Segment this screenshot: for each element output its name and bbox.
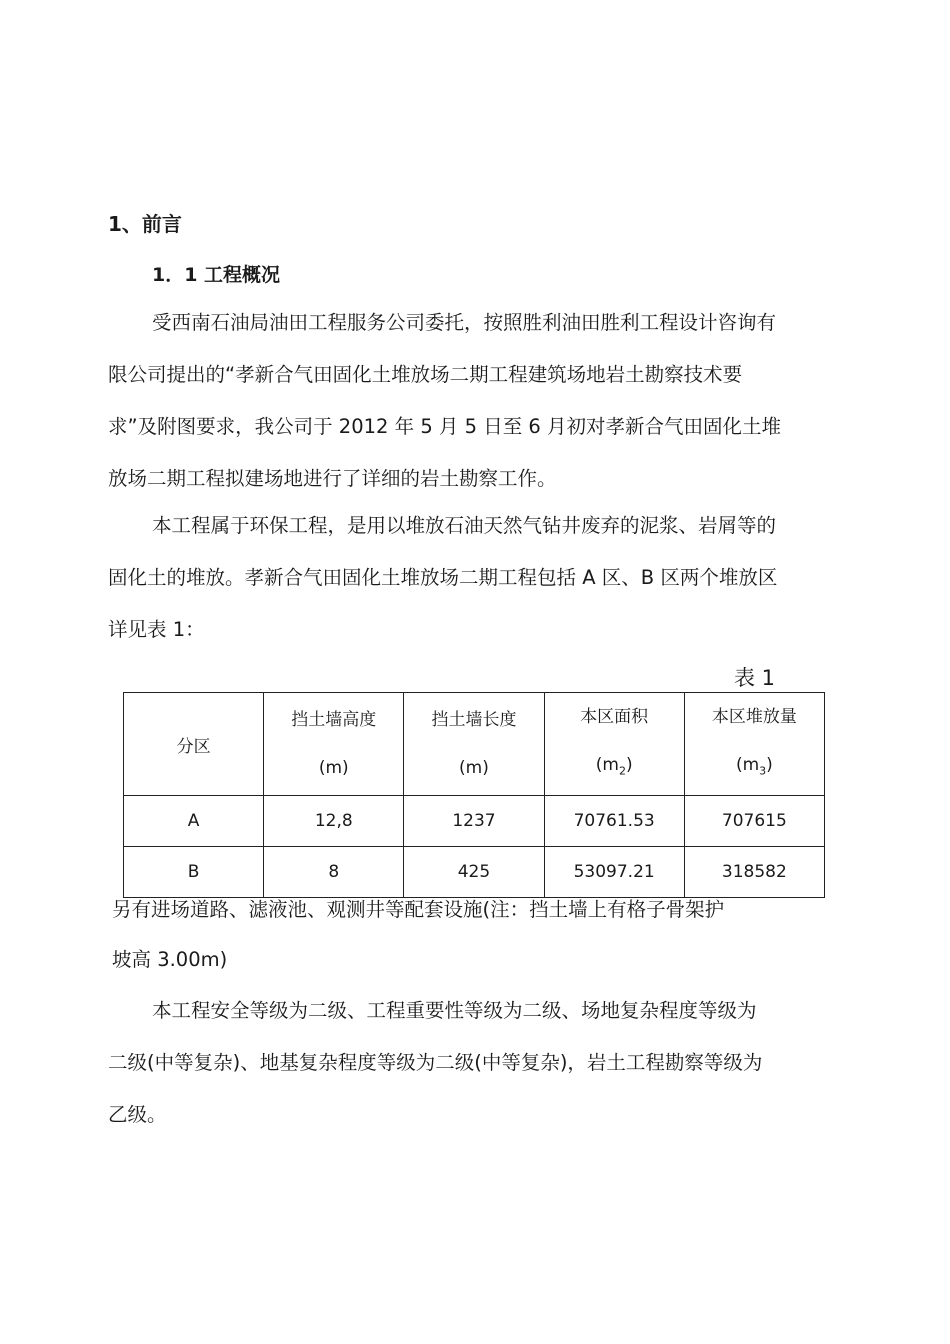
paragraph-project-overview (108, 297, 848, 505)
header-label: 分区 (176, 736, 211, 757)
header-label: 本区面积 (580, 707, 649, 727)
header-cell-area (544, 693, 684, 796)
zone-table (123, 692, 825, 898)
table-cell: A (124, 796, 264, 847)
table-caption: 表 1 (734, 666, 776, 690)
text-line: 本工程属于环保工程，是用以堆放石油天然气钻井废弃的泥浆、岩屑等的 (152, 514, 777, 537)
section-heading: 1、前言 (108, 212, 182, 236)
paragraph-project-scope (108, 500, 848, 656)
table-cell: 707615 (684, 796, 824, 847)
text-line: 二级(中等复杂)、地基复杂程度等级为二级(中等复杂)，岩土工程勘察等级为 (108, 1051, 763, 1074)
header-unit: (m) (318, 758, 349, 779)
header-label: 本区堆放量 (711, 707, 797, 727)
table-cell: 53097.21 (544, 847, 684, 898)
header-cell-zone (124, 693, 264, 796)
header-label: 挡土墙长度 (431, 710, 517, 731)
subsection-heading: 1．1 工程概况 (152, 264, 281, 286)
table-cell: 425 (404, 847, 544, 898)
text-line: 求”及附图要求，我公司于 2012 年 5 月 5 日至 6 月初对孝新合气田固化土堆 (108, 415, 782, 438)
text-line: 限公司提出的“孝新合气田固化土堆放场二期工程建筑场地岩土勘察技术要 (108, 363, 743, 386)
table-cell: B (124, 847, 264, 898)
header-cell-wall-height (264, 693, 404, 796)
table-cell: 8 (264, 847, 404, 898)
text-line: 详见表 1： (108, 618, 205, 641)
text-line: 放场二期工程拟建场地进行了详细的岩土勘察工作。 (108, 467, 557, 490)
table-cell: 318582 (684, 847, 824, 898)
header-label: 挡土墙高度 (291, 710, 377, 731)
header-unit: $(m_2)$ (595, 755, 633, 778)
paragraph-facilities-note (112, 885, 852, 985)
header-cell-volume (684, 693, 824, 796)
table-cell: 12,8 (264, 796, 404, 847)
text-line: 另有进场道路、滤液池、观测井等配套设施(注：挡土墙上有格子骨架护 (112, 898, 725, 921)
paragraph-grade-levels (108, 985, 848, 1141)
table-cell: 70761.53 (544, 796, 684, 847)
text-line: 乙级。 (108, 1103, 167, 1126)
table-header-row (124, 693, 825, 796)
header-cell-wall-length (404, 693, 544, 796)
table-row (124, 796, 825, 847)
table-cell: 1237 (404, 796, 544, 847)
header-unit: $(m_3)$ (735, 755, 773, 778)
header-unit: (m) (459, 758, 489, 779)
text-line: 坡高 3.00m) (112, 948, 228, 971)
text-line: 受西南石油局油田工程服务公司委托，按照胜利油田胜利工程设计咨询有 (152, 311, 777, 334)
text-line: 固化土的堆放。孝新合气田固化土堆放场二期工程包括 A 区、B 区两个堆放区 (108, 566, 778, 589)
text-line: 本工程安全等级为二级、工程重要性等级为二级、场地复杂程度等级为 (152, 999, 757, 1022)
